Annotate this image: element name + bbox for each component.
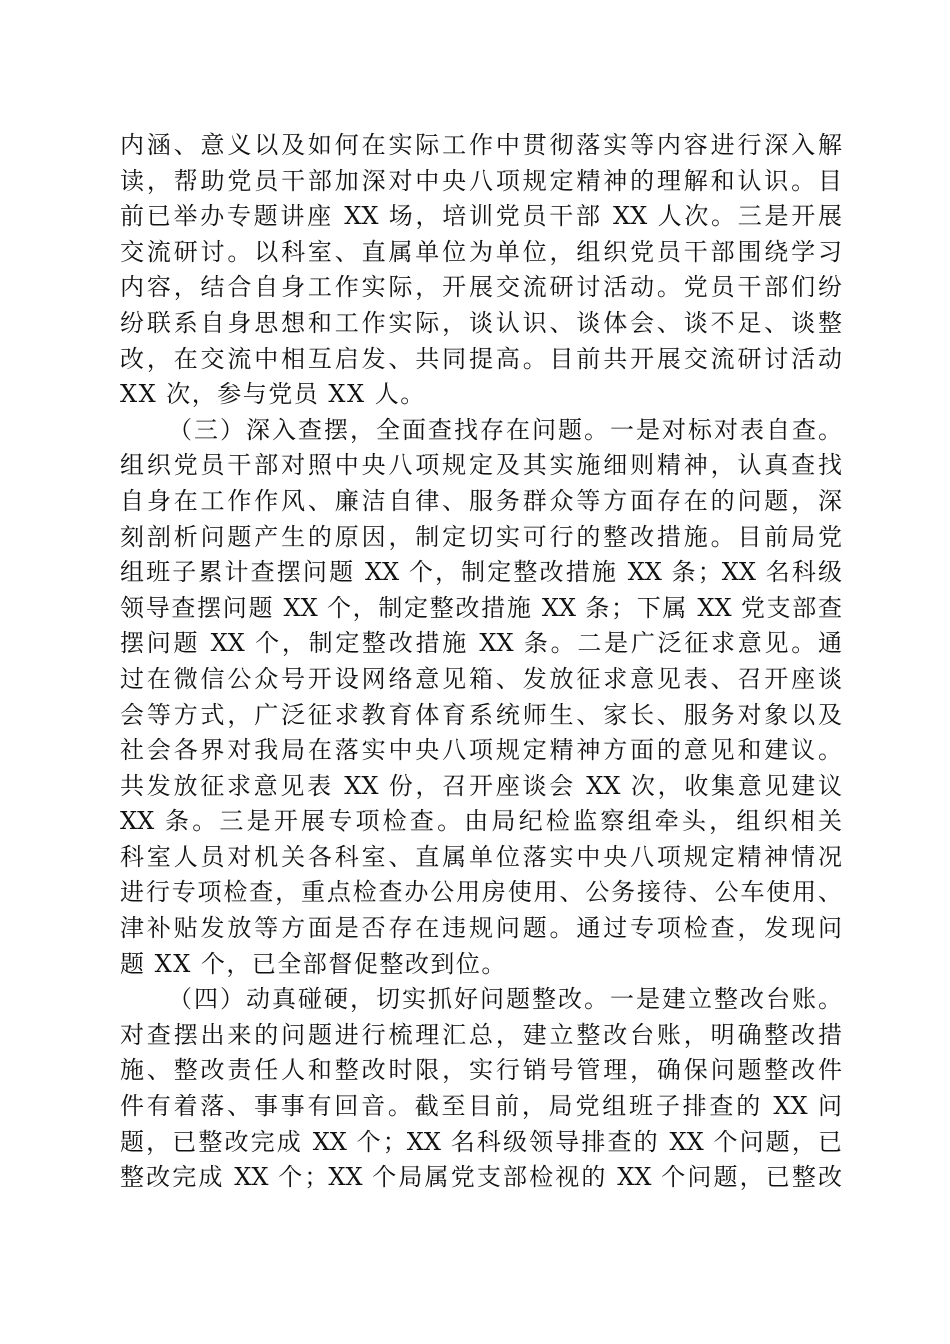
text-line: 题，已整改完成 XX 个；XX 名科级领导排查的 XX 个问题，已 bbox=[120, 1127, 842, 1156]
text-line: 前已举办专题讲座 XX 场，培训党员干部 XX 人次。三是开展 bbox=[120, 202, 842, 231]
text-line: 组织党员干部对照中央八项规定及其实施细则精神，认真查找 bbox=[120, 451, 842, 480]
text-line: 过在微信公众号开设网络意见箱、发放征求意见表、召开座谈 bbox=[120, 664, 842, 693]
document-page bbox=[120, 128, 842, 1196]
text-line: 社会各界对我局在落实中央八项规定精神方面的意见和建议。 bbox=[120, 736, 842, 765]
text-line: 领导查摆问题 XX 个，制定整改措施 XX 条；下属 XX 党支部查 bbox=[120, 593, 842, 622]
text-line: 会等方式，广泛征求教育体育系统师生、家长、服务对象以及 bbox=[120, 700, 842, 729]
text-line: 交流研讨。以科室、直属单位为单位，组织党员干部围绕学习 bbox=[120, 237, 842, 266]
text-line: 内容，结合自身工作实际，开展交流研讨活动。党员干部们纷 bbox=[120, 273, 842, 302]
text-line: 进行专项检查，重点检查办公用房使用、公务接待、公车使用、 bbox=[120, 878, 842, 907]
text-line: 刻剖析问题产生的原因，制定切实可行的整改措施。目前局党 bbox=[120, 522, 842, 551]
text-line: 改，在交流中相互启发、共同提高。目前共开展交流研讨活动 bbox=[120, 344, 842, 373]
text-line: 共发放征求意见表 XX 份，召开座谈会 XX 次，收集意见建议 bbox=[120, 771, 842, 800]
text-line: XX 条。三是开展专项检查。由局纪检监察组牵头，组织相关 bbox=[120, 807, 842, 836]
text-line: 组班子累计查摆问题 XX 个，制定整改措施 XX 条；XX 名科级 bbox=[120, 558, 842, 587]
text-line: 题 XX 个，已全部督促整改到位。 bbox=[120, 949, 507, 978]
text-line: 读，帮助党员干部加深对中央八项规定精神的理解和认识。目 bbox=[120, 166, 842, 195]
text-line: 件有着落、事事有回音。截至目前，局党组班子排查的 XX 问 bbox=[120, 1092, 842, 1121]
text-line: 科室人员对机关各科室、直属单位落实中央八项规定精神情况 bbox=[120, 842, 842, 871]
text-line: 津补贴发放等方面是否存在违规问题。通过专项检查，发现问 bbox=[120, 914, 842, 943]
section-heading-line: （四）动真碰硬，切实抓好问题整改。一是建立整改台账。 bbox=[168, 985, 842, 1014]
text-line: XX 次，参与党员 XX 人。 bbox=[120, 380, 426, 409]
text-line: 整改完成 XX 个；XX 个局属党支部检视的 XX 个问题，已整改 bbox=[120, 1163, 842, 1192]
text-line: 对查摆出来的问题进行梳理汇总，建立整改台账，明确整改措 bbox=[120, 1020, 842, 1049]
text-line: 施、整改责任人和整改时限，实行销号管理，确保问题整改件 bbox=[120, 1056, 842, 1085]
text-line: 自身在工作作风、廉洁自律、服务群众等方面存在的问题，深 bbox=[120, 486, 842, 515]
section-heading-line: （三）深入查摆，全面查找存在问题。一是对标对表自查。 bbox=[168, 415, 842, 444]
text-line: 纷联系自身思想和工作实际，谈认识、谈体会、谈不足、谈整 bbox=[120, 308, 842, 337]
text-line: 内涵、意义以及如何在实际工作中贯彻落实等内容进行深入解 bbox=[120, 131, 842, 159]
text-line: 摆问题 XX 个，制定整改措施 XX 条。二是广泛征求意见。通 bbox=[120, 629, 842, 658]
